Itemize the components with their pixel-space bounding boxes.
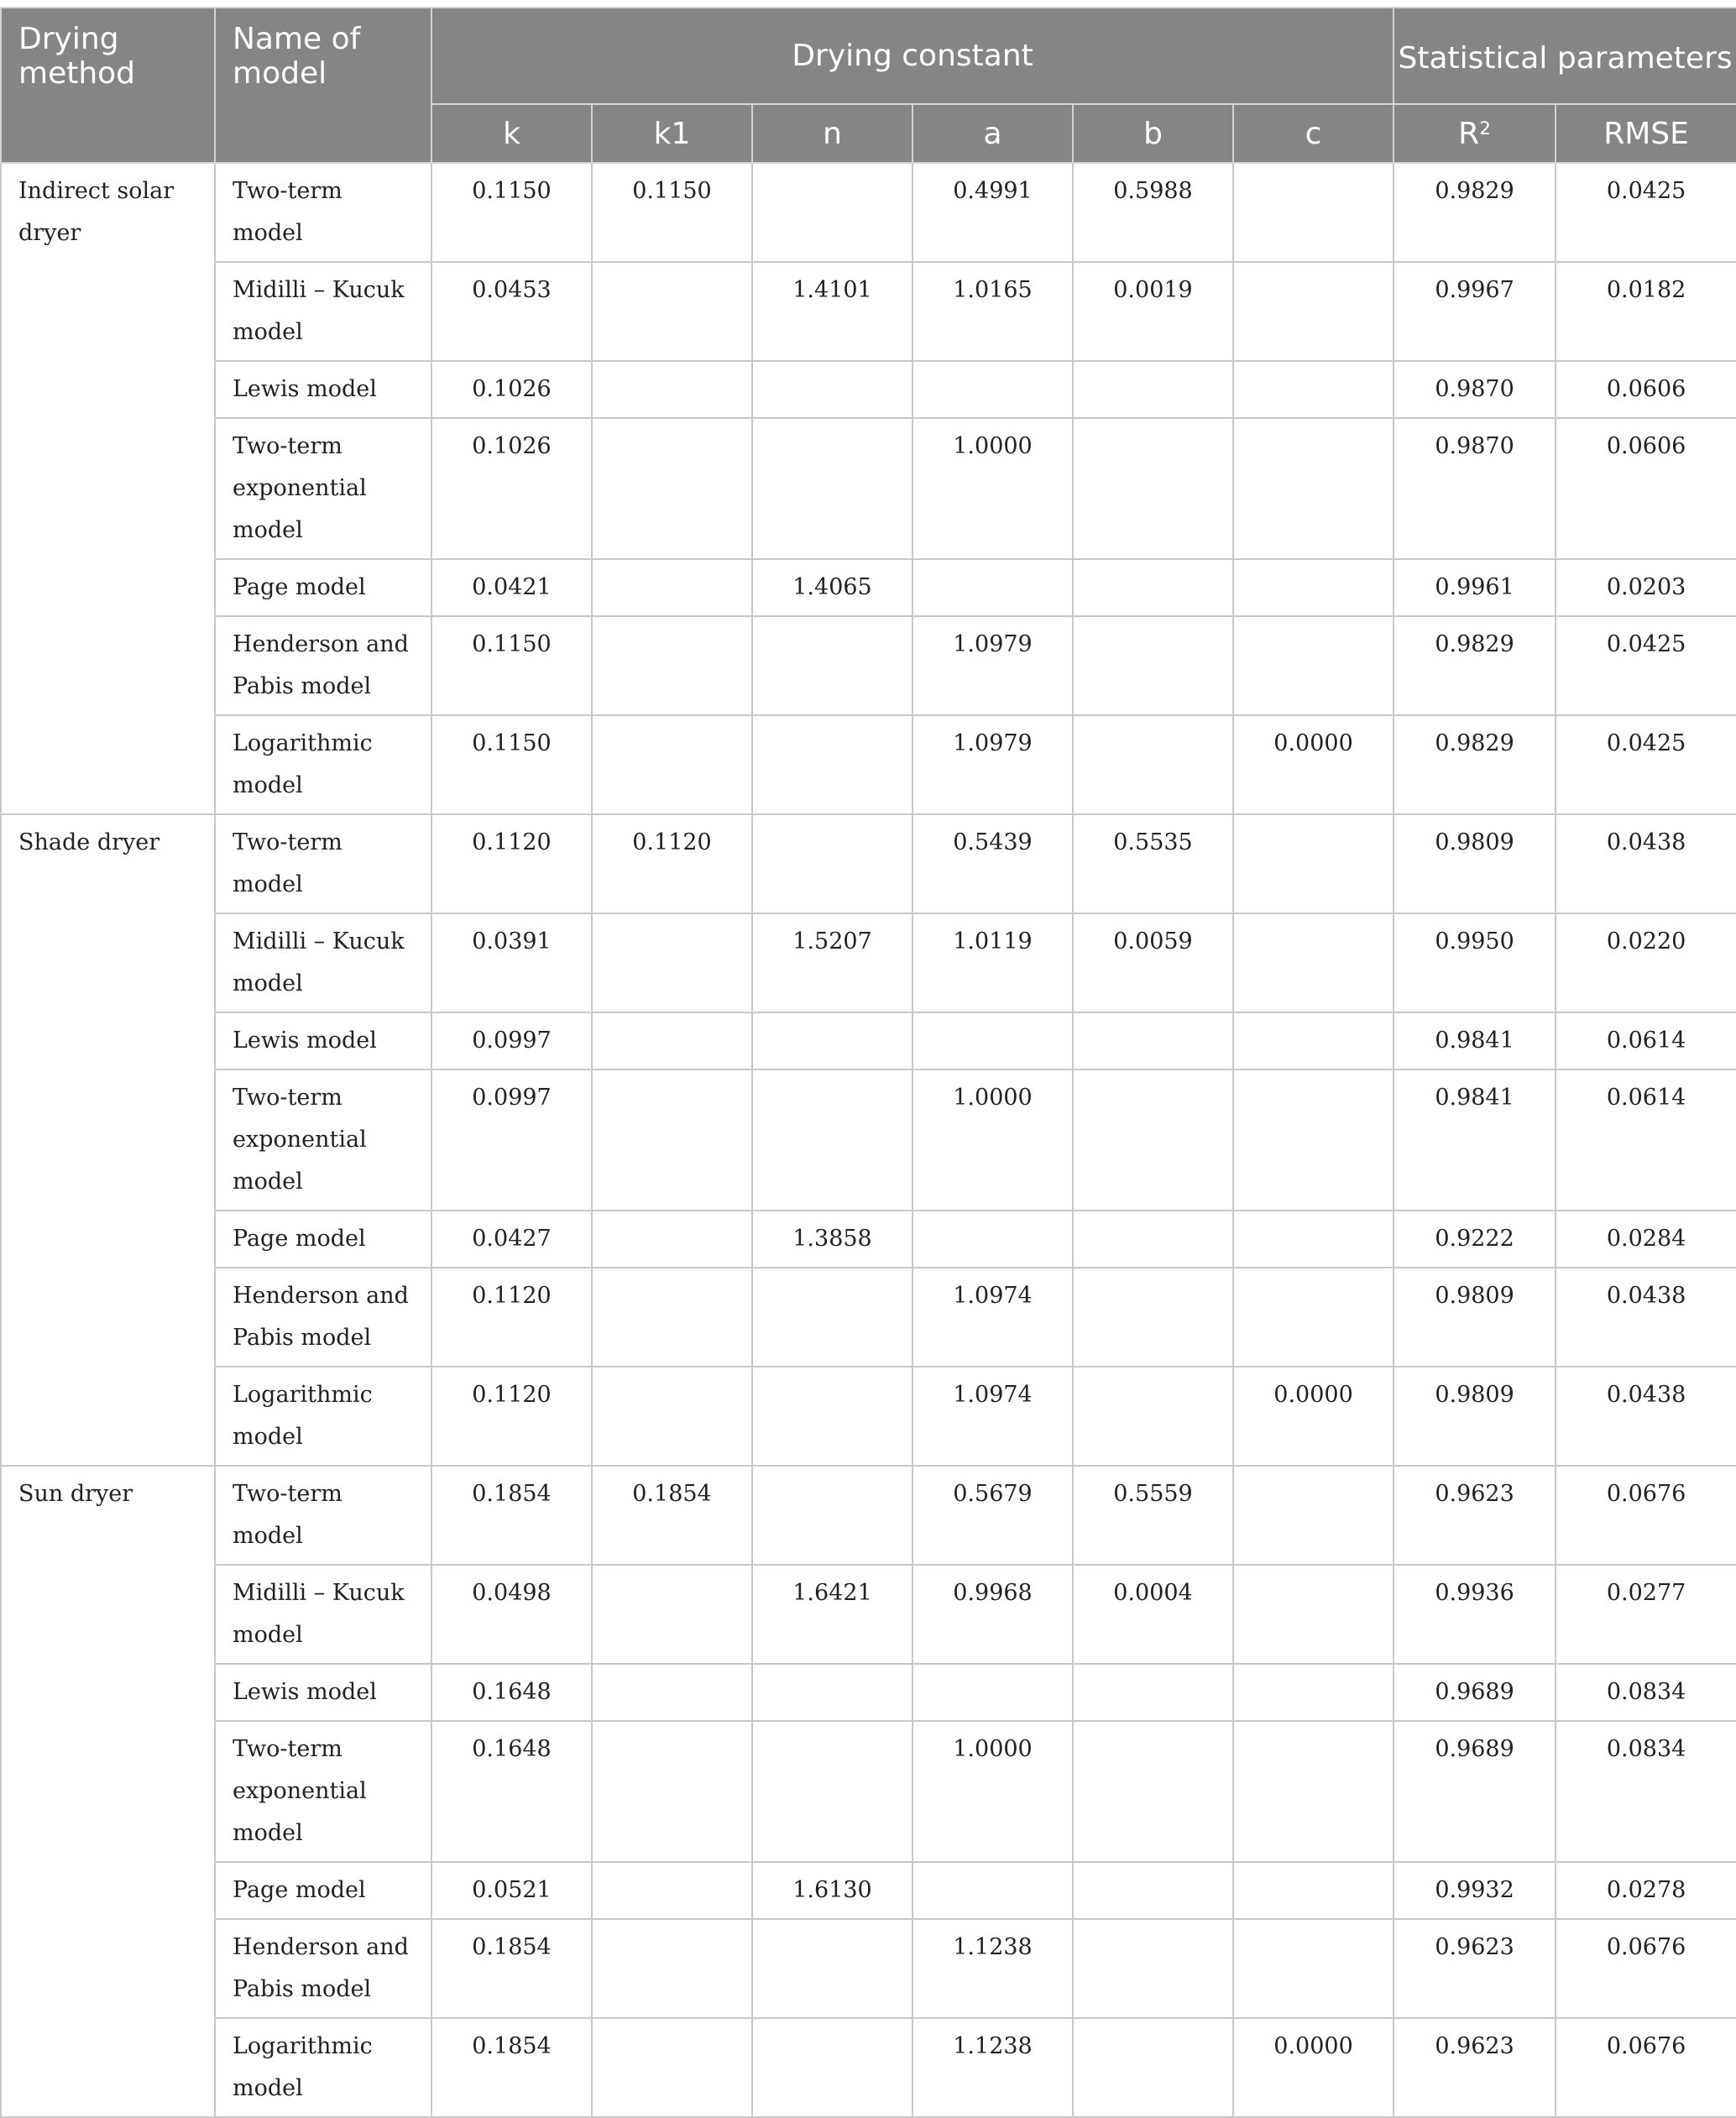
header-k: k — [431, 104, 592, 163]
table-row — [1, 418, 1736, 559]
value-cell-r2: 0.9961 — [1394, 559, 1556, 616]
value-cell-b: 0.0004 — [1073, 1565, 1233, 1664]
value-cell-a: 0.9968 — [912, 1565, 1073, 1664]
value-cell-a — [912, 559, 1073, 616]
value-cell-k: 0.0521 — [431, 1862, 592, 1919]
value-cell-c: 0.0000 — [1233, 1367, 1394, 1466]
model-name-cell: Two-term model — [215, 1466, 431, 1565]
value-cell-b — [1073, 1211, 1233, 1268]
value-cell-rmse: 0.0425 — [1556, 715, 1736, 814]
value-cell-k: 0.0421 — [431, 559, 592, 616]
value-cell-b: 0.5988 — [1073, 163, 1233, 262]
value-cell-r2: 0.9841 — [1394, 1069, 1556, 1211]
value-cell-b — [1073, 361, 1233, 418]
value-cell-n — [752, 1069, 912, 1211]
model-name-cell: Two-term exponential model — [215, 1069, 431, 1211]
value-cell-k: 0.0498 — [431, 1565, 592, 1664]
value-cell-b: 0.0059 — [1073, 913, 1233, 1012]
value-cell-rmse: 0.0614 — [1556, 1069, 1736, 1211]
value-cell-b: 0.5559 — [1073, 1466, 1233, 1565]
value-cell-rmse: 0.0425 — [1556, 616, 1736, 715]
value-cell-n — [752, 163, 912, 262]
table-row — [1, 814, 1736, 913]
value-cell-rmse: 0.0438 — [1556, 1268, 1736, 1367]
value-cell-b — [1073, 1012, 1233, 1069]
value-cell-k: 0.0427 — [431, 1211, 592, 1268]
value-cell-k1 — [592, 1721, 752, 1862]
table-row — [1, 1211, 1736, 1268]
value-cell-k1 — [592, 559, 752, 616]
value-cell-a: 1.0000 — [912, 418, 1073, 559]
value-cell-c — [1233, 1862, 1394, 1919]
table-row — [1, 1268, 1736, 1367]
value-cell-k1 — [592, 1211, 752, 1268]
value-cell-k: 0.1120 — [431, 1367, 592, 1466]
value-cell-n: 1.3858 — [752, 1211, 912, 1268]
value-cell-c — [1233, 559, 1394, 616]
value-cell-a: 0.5679 — [912, 1466, 1073, 1565]
header-r2-base: R — [1458, 116, 1480, 151]
value-cell-c: 0.0000 — [1233, 2018, 1394, 2117]
table-row — [1, 1862, 1736, 1919]
drying-models-table — [0, 7, 1736, 2118]
value-cell-a: 1.1238 — [912, 1919, 1073, 2018]
table-row — [1, 361, 1736, 418]
value-cell-rmse: 0.0606 — [1556, 361, 1736, 418]
value-cell-c — [1233, 913, 1394, 1012]
model-name-cell: Logarithmic model — [215, 1367, 431, 1466]
value-cell-c — [1233, 262, 1394, 361]
value-cell-k1 — [592, 2018, 752, 2117]
header-k1: k1 — [592, 104, 752, 163]
model-name-cell: Lewis model — [215, 1012, 431, 1069]
table-row — [1, 913, 1736, 1012]
value-cell-rmse: 0.0676 — [1556, 2018, 1736, 2117]
model-name-cell: Two-term model — [215, 814, 431, 913]
value-cell-k: 0.0453 — [431, 262, 592, 361]
value-cell-b: 0.5535 — [1073, 814, 1233, 913]
header-name-of-model: Name of model — [215, 8, 431, 163]
value-cell-b — [1073, 1069, 1233, 1211]
value-cell-b — [1073, 559, 1233, 616]
value-cell-n: 1.4101 — [752, 262, 912, 361]
model-name-cell: Two-term exponential model — [215, 418, 431, 559]
value-cell-rmse: 0.0438 — [1556, 814, 1736, 913]
model-name-cell: Page model — [215, 1862, 431, 1919]
value-cell-a: 1.1238 — [912, 2018, 1073, 2117]
value-cell-r2: 0.9809 — [1394, 1268, 1556, 1367]
table-row — [1, 1069, 1736, 1211]
value-cell-r2: 0.9950 — [1394, 913, 1556, 1012]
value-cell-a: 1.0000 — [912, 1069, 1073, 1211]
value-cell-k1 — [592, 361, 752, 418]
value-cell-c — [1233, 1565, 1394, 1664]
value-cell-r2: 0.9222 — [1394, 1211, 1556, 1268]
header-rmse: RMSE — [1556, 104, 1736, 163]
value-cell-n — [752, 1664, 912, 1721]
value-cell-a — [912, 1664, 1073, 1721]
model-name-cell: Midilli – Kucuk model — [215, 1565, 431, 1664]
value-cell-a — [912, 1862, 1073, 1919]
value-cell-b: 0.0019 — [1073, 262, 1233, 361]
value-cell-k: 0.1648 — [431, 1721, 592, 1862]
model-name-cell: Henderson and Pabis model — [215, 1268, 431, 1367]
value-cell-r2: 0.9809 — [1394, 1367, 1556, 1466]
value-cell-rmse: 0.0614 — [1556, 1012, 1736, 1069]
value-cell-k: 0.0997 — [431, 1069, 592, 1211]
value-cell-k1: 0.1150 — [592, 163, 752, 262]
value-cell-k: 0.1120 — [431, 814, 592, 913]
table-row — [1, 1012, 1736, 1069]
model-name-cell: Logarithmic model — [215, 2018, 431, 2117]
value-cell-r2: 0.9870 — [1394, 418, 1556, 559]
table-row — [1, 163, 1736, 262]
value-cell-r2: 0.9809 — [1394, 814, 1556, 913]
value-cell-b — [1073, 2018, 1233, 2117]
value-cell-a: 1.0165 — [912, 262, 1073, 361]
value-cell-k1 — [592, 1919, 752, 2018]
value-cell-c — [1233, 361, 1394, 418]
table-row — [1, 1919, 1736, 2018]
value-cell-n — [752, 2018, 912, 2117]
table-row — [1, 1565, 1736, 1664]
value-cell-k1 — [592, 1367, 752, 1466]
value-cell-n — [752, 715, 912, 814]
value-cell-c — [1233, 1069, 1394, 1211]
value-cell-b — [1073, 1919, 1233, 2018]
value-cell-n — [752, 361, 912, 418]
value-cell-r2: 0.9841 — [1394, 1012, 1556, 1069]
value-cell-k: 0.1150 — [431, 715, 592, 814]
table-row — [1, 1664, 1736, 1721]
value-cell-c — [1233, 1721, 1394, 1862]
table-row — [1, 262, 1736, 361]
value-cell-rmse: 0.0676 — [1556, 1919, 1736, 2018]
value-cell-k: 0.1150 — [431, 616, 592, 715]
value-cell-b — [1073, 715, 1233, 814]
value-cell-n — [752, 616, 912, 715]
value-cell-k: 0.1026 — [431, 361, 592, 418]
value-cell-c — [1233, 1268, 1394, 1367]
value-cell-b — [1073, 616, 1233, 715]
value-cell-rmse: 0.0676 — [1556, 1466, 1736, 1565]
value-cell-k: 0.0391 — [431, 913, 592, 1012]
value-cell-rmse: 0.0220 — [1556, 913, 1736, 1012]
value-cell-c — [1233, 1012, 1394, 1069]
value-cell-a — [912, 1211, 1073, 1268]
value-cell-k1 — [592, 1012, 752, 1069]
value-cell-b — [1073, 418, 1233, 559]
value-cell-rmse: 0.0834 — [1556, 1664, 1736, 1721]
table-row — [1, 616, 1736, 715]
header-r2 — [1394, 104, 1556, 163]
value-cell-rmse: 0.0438 — [1556, 1367, 1736, 1466]
drying-method-cell: Indirect solar dryer — [1, 163, 215, 814]
value-cell-c — [1233, 1664, 1394, 1721]
value-cell-k1 — [592, 1565, 752, 1664]
value-cell-r2: 0.9689 — [1394, 1721, 1556, 1862]
model-name-cell: Lewis model — [215, 361, 431, 418]
value-cell-k1 — [592, 418, 752, 559]
value-cell-rmse: 0.0182 — [1556, 262, 1736, 361]
header-drying-method: Drying method — [1, 8, 215, 163]
value-cell-a: 0.4991 — [912, 163, 1073, 262]
value-cell-b — [1073, 1664, 1233, 1721]
value-cell-c — [1233, 1211, 1394, 1268]
table-body — [1, 163, 1736, 2117]
value-cell-a — [912, 361, 1073, 418]
value-cell-r2: 0.9829 — [1394, 616, 1556, 715]
value-cell-a: 1.0000 — [912, 1721, 1073, 1862]
value-cell-b — [1073, 1268, 1233, 1367]
value-cell-r2: 0.9829 — [1394, 163, 1556, 262]
value-cell-k1: 0.1854 — [592, 1466, 752, 1565]
value-cell-n — [752, 1919, 912, 2018]
value-cell-k1 — [592, 913, 752, 1012]
model-name-cell: Lewis model — [215, 1664, 431, 1721]
value-cell-n — [752, 1466, 912, 1565]
value-cell-k1 — [592, 262, 752, 361]
value-cell-a: 1.0979 — [912, 616, 1073, 715]
value-cell-rmse: 0.0277 — [1556, 1565, 1736, 1664]
value-cell-k: 0.1854 — [431, 1466, 592, 1565]
header-drying-constant: Drying constant — [431, 8, 1394, 104]
value-cell-rmse: 0.0278 — [1556, 1862, 1736, 1919]
value-cell-rmse: 0.0284 — [1556, 1211, 1736, 1268]
value-cell-a: 1.0974 — [912, 1367, 1073, 1466]
value-cell-b — [1073, 1862, 1233, 1919]
value-cell-k1 — [592, 1862, 752, 1919]
value-cell-r2: 0.9936 — [1394, 1565, 1556, 1664]
table-row — [1, 1367, 1736, 1466]
value-cell-r2: 0.9623 — [1394, 1466, 1556, 1565]
value-cell-n: 1.5207 — [752, 913, 912, 1012]
table-row — [1, 715, 1736, 814]
header-b: b — [1073, 104, 1233, 163]
value-cell-k1 — [592, 1268, 752, 1367]
value-cell-rmse: 0.0606 — [1556, 418, 1736, 559]
value-cell-k1: 0.1120 — [592, 814, 752, 913]
table-row — [1, 1466, 1736, 1565]
model-name-cell: Midilli – Kucuk model — [215, 913, 431, 1012]
value-cell-c — [1233, 814, 1394, 913]
value-cell-a: 1.0979 — [912, 715, 1073, 814]
header-statistical-parameters: Statistical parameters — [1394, 8, 1736, 104]
value-cell-r2: 0.9829 — [1394, 715, 1556, 814]
value-cell-r2: 0.9870 — [1394, 361, 1556, 418]
table-header — [1, 8, 1736, 163]
value-cell-c — [1233, 1919, 1394, 2018]
value-cell-n — [752, 1268, 912, 1367]
value-cell-r2: 0.9967 — [1394, 262, 1556, 361]
value-cell-k1 — [592, 1664, 752, 1721]
table-row — [1, 2018, 1736, 2117]
header-c: c — [1233, 104, 1394, 163]
model-name-cell: Page model — [215, 559, 431, 616]
value-cell-b — [1073, 1367, 1233, 1466]
drying-method-cell: Shade dryer — [1, 814, 215, 1466]
table-row — [1, 559, 1736, 616]
value-cell-k1 — [592, 616, 752, 715]
value-cell-c: 0.0000 — [1233, 715, 1394, 814]
model-name-cell: Henderson and Pabis model — [215, 1919, 431, 2018]
value-cell-c — [1233, 163, 1394, 262]
value-cell-n — [752, 418, 912, 559]
model-name-cell: Logarithmic model — [215, 715, 431, 814]
value-cell-a: 0.5439 — [912, 814, 1073, 913]
value-cell-r2: 0.9932 — [1394, 1862, 1556, 1919]
value-cell-r2: 0.9623 — [1394, 2018, 1556, 2117]
model-name-cell: Page model — [215, 1211, 431, 1268]
value-cell-c — [1233, 418, 1394, 559]
value-cell-n: 1.6130 — [752, 1862, 912, 1919]
drying-method-cell: Sun dryer — [1, 1466, 215, 2117]
value-cell-r2: 0.9689 — [1394, 1664, 1556, 1721]
header-n: n — [752, 104, 912, 163]
value-cell-k: 0.1026 — [431, 418, 592, 559]
model-name-cell: Midilli – Kucuk model — [215, 262, 431, 361]
value-cell-n — [752, 1012, 912, 1069]
model-name-cell: Two-term model — [215, 163, 431, 262]
value-cell-c — [1233, 1466, 1394, 1565]
value-cell-b — [1073, 1721, 1233, 1862]
value-cell-k: 0.1854 — [431, 2018, 592, 2117]
table-row — [1, 1721, 1736, 1862]
header-a: a — [912, 104, 1073, 163]
value-cell-n — [752, 814, 912, 913]
value-cell-k1 — [592, 1069, 752, 1211]
value-cell-n — [752, 1721, 912, 1862]
value-cell-r2: 0.9623 — [1394, 1919, 1556, 2018]
value-cell-n: 1.6421 — [752, 1565, 912, 1664]
value-cell-k: 0.1120 — [431, 1268, 592, 1367]
value-cell-n: 1.4065 — [752, 559, 912, 616]
value-cell-rmse: 0.0203 — [1556, 559, 1736, 616]
model-name-cell: Henderson and Pabis model — [215, 616, 431, 715]
value-cell-c — [1233, 616, 1394, 715]
header-r2-superscript: 2 — [1479, 118, 1491, 139]
value-cell-k: 0.1150 — [431, 163, 592, 262]
value-cell-rmse: 0.0425 — [1556, 163, 1736, 262]
value-cell-rmse: 0.0834 — [1556, 1721, 1736, 1862]
model-name-cell: Two-term exponential model — [215, 1721, 431, 1862]
value-cell-a: 1.0119 — [912, 913, 1073, 1012]
value-cell-k: 0.1854 — [431, 1919, 592, 2018]
value-cell-n — [752, 1367, 912, 1466]
value-cell-k: 0.0997 — [431, 1012, 592, 1069]
value-cell-a: 1.0974 — [912, 1268, 1073, 1367]
value-cell-k1 — [592, 715, 752, 814]
value-cell-k: 0.1648 — [431, 1664, 592, 1721]
value-cell-a — [912, 1012, 1073, 1069]
